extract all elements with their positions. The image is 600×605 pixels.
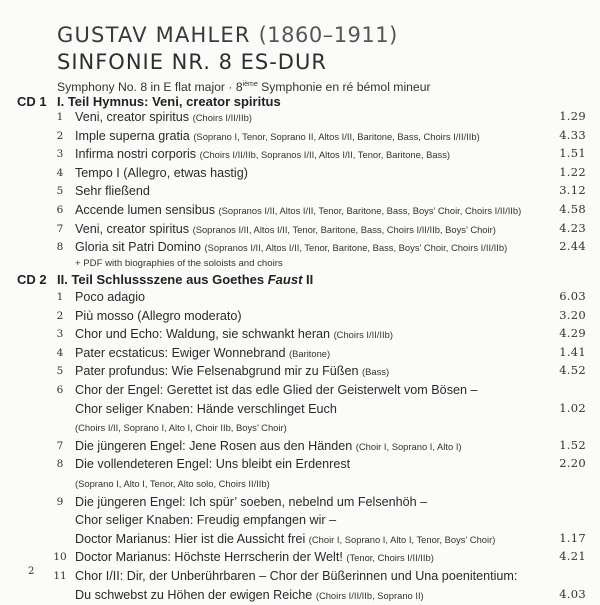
track-title xyxy=(75,201,521,220)
track-row xyxy=(0,362,600,381)
track-title-text: Chor der Engel: Gerettet ist das edle Glied der Geisterwelt vom Bösen – xyxy=(75,382,478,397)
track-number: 1 xyxy=(56,291,64,303)
track-title xyxy=(75,307,242,325)
track-performers: (Choirs I/II, Soprano I, Alto I, Choir IIb, Boys’ Choir) xyxy=(75,422,287,434)
track-title xyxy=(75,325,393,344)
track-number: 7 xyxy=(56,439,64,452)
cd2-label: CD 2 xyxy=(17,272,47,287)
track-number: 8 xyxy=(56,241,64,254)
track-performers: (Tenor, Choirs I/II/IIb) xyxy=(346,552,434,564)
track-performers: (Soprano I, Tenor, Soprano II, Altos I/II, Baritone, Bass, Choirs I/II/IIb) xyxy=(193,130,480,142)
track-title-text: Poco adagio xyxy=(75,290,146,304)
track-duration: 1.52 xyxy=(559,437,586,452)
track-title xyxy=(75,437,462,456)
track-row xyxy=(0,220,600,239)
composer-line xyxy=(57,22,590,48)
track-title xyxy=(75,586,424,605)
track-row xyxy=(0,474,600,493)
track-title xyxy=(75,567,517,585)
track-duration: 4.29 xyxy=(559,326,586,341)
cd2-heading xyxy=(17,272,313,287)
track-title xyxy=(75,418,287,437)
track-title-text: Du schwebst zu Höhen der ewigen Reiche xyxy=(75,587,313,602)
track-performers: (Baritone) xyxy=(288,347,331,359)
track-row xyxy=(0,567,600,586)
track-title-text: Gloria sit Patri Domino xyxy=(75,240,201,255)
track-duration: 1.51 xyxy=(559,146,586,161)
track-duration: 3.20 xyxy=(559,307,586,322)
cd2-title: II. Teil Schlussszene aus Goethes Faust II xyxy=(57,272,314,287)
track-number: 4 xyxy=(56,346,64,359)
track-duration: 1.02 xyxy=(559,400,586,415)
track-row xyxy=(0,164,600,183)
track-row xyxy=(0,437,600,456)
cd1-heading xyxy=(17,94,281,109)
track-number: 5 xyxy=(56,185,64,198)
track-performers: (Choir I, Soprano I, Alto I, Tenor, Boys’ Choir) xyxy=(308,533,496,545)
track-number: 7 xyxy=(56,222,64,235)
track-row xyxy=(0,127,600,146)
track-number: 4 xyxy=(56,166,64,179)
track-title-text: Più mosso (Allegro moderato) xyxy=(75,308,242,323)
track-performers: (Choirs I/II/IIb, Soprano II) xyxy=(315,589,424,601)
composer-name: GUSTAV MAHLER xyxy=(57,23,251,47)
track-duration: 4.23 xyxy=(559,220,586,235)
track-title xyxy=(75,511,336,529)
track-number: 1 xyxy=(56,111,64,123)
track-title-text: Imple superna gratia xyxy=(75,128,190,143)
track-row xyxy=(0,288,600,307)
composer-years: (1860–1911) xyxy=(258,23,398,47)
track-title xyxy=(75,400,337,418)
track-row xyxy=(0,511,600,530)
track-title-text: Veni, creator spiritus xyxy=(75,110,190,124)
work-subtitle: Symphony No. 8 in E flat major · 8ième Symphonie en ré bémol mineur xyxy=(57,80,431,95)
track-title-text: Doctor Marianus: Hier ist die Aussicht frei xyxy=(75,531,306,546)
track-row xyxy=(0,400,600,419)
track-title-text: Chor seliger Knaben: Hände verschlinget Euch xyxy=(75,401,337,416)
track-performers: (Choirs I/II/IIb) xyxy=(333,329,393,341)
cd2-track-list xyxy=(0,288,600,604)
track-performers: (Choir I, Soprano I, Alto I) xyxy=(355,440,462,452)
track-title-text: Pater ecstaticus: Ewiger Wonnebrand xyxy=(75,345,286,360)
track-row xyxy=(0,325,600,344)
track-title-text: Die jüngeren Engel: Jene Rosen aus den Händen xyxy=(75,438,353,453)
track-title-text: Infirma nostri corporis xyxy=(75,147,197,162)
track-duration: 1.41 xyxy=(559,344,586,359)
track-number: 6 xyxy=(56,203,64,216)
track-title xyxy=(75,474,270,493)
track-duration: 6.03 xyxy=(559,289,586,303)
track-performers: (Sopranos I/II, Altos I/II, Tenor, Baritone, Bass, Choirs I/II/IIb, Boys’ Choir) xyxy=(192,223,496,235)
track-duration: 4.33 xyxy=(559,127,586,142)
track-duration: 2.44 xyxy=(559,239,586,254)
track-row xyxy=(0,307,600,326)
track-duration: 4.52 xyxy=(559,363,586,378)
track-row xyxy=(0,108,600,127)
track-number: 3 xyxy=(56,328,64,341)
track-duration: 4.03 xyxy=(559,586,586,601)
track-number: 9 xyxy=(56,495,64,508)
track-duration: 4.21 xyxy=(559,549,586,564)
track-title-text: Sehr fließend xyxy=(75,184,150,199)
track-row xyxy=(0,548,600,567)
track-row xyxy=(0,530,600,549)
track-title xyxy=(75,344,330,363)
track-number: 5 xyxy=(56,365,64,378)
track-title xyxy=(75,530,495,549)
track-performers: (Choirs I/II/IIb) xyxy=(192,112,252,123)
track-title-text: Chor seliger Knaben: Freudig empfangen wir – xyxy=(75,513,337,528)
track-title xyxy=(75,288,145,306)
cd1-label: CD 1 xyxy=(17,94,47,109)
track-number: 2 xyxy=(56,309,64,322)
track-duration: 1.17 xyxy=(559,530,586,545)
booklet-header xyxy=(57,22,590,95)
track-title xyxy=(75,164,248,182)
cd1-track-list xyxy=(0,108,600,257)
track-title-text: Chor und Echo: Waldung, sie schwankt heran xyxy=(75,327,331,342)
track-number: 2 xyxy=(56,129,64,142)
track-performers: (Soprano I, Alto I, Tenor, Alto solo, Choirs II/IIb) xyxy=(75,477,270,489)
track-title xyxy=(75,182,150,200)
track-row xyxy=(0,344,600,363)
track-number: 6 xyxy=(56,383,64,396)
track-duration: 4.58 xyxy=(559,201,586,216)
track-title-text: Doctor Marianus: Höchste Herrscherin der Welt! xyxy=(75,550,343,565)
track-title-text: Pater profundus: Wie Felsenabgrund mir zu Füßen xyxy=(75,364,359,379)
track-row xyxy=(0,418,600,437)
track-row xyxy=(0,455,600,474)
pdf-note: + PDF with biographies of the soloists and choirs xyxy=(75,258,283,269)
track-number: 3 xyxy=(56,148,64,161)
track-performers: (Sopranos I/II, Altos I/II, Tenor, Baritone, Bass, Boys’ Choir, Choirs I/II/IIb) xyxy=(218,204,522,216)
track-title xyxy=(75,362,389,381)
track-title xyxy=(75,381,478,399)
track-duration: 1.22 xyxy=(559,164,586,179)
track-title-text: Die vollendeteren Engel: Uns bleibt ein Erdenrest xyxy=(75,457,351,472)
cd1-title: I. Teil Hymnus: Veni, creator spiritus xyxy=(57,94,281,109)
track-title xyxy=(75,238,507,257)
track-title xyxy=(75,145,450,164)
track-title xyxy=(75,127,480,146)
track-title xyxy=(75,493,427,511)
track-duration: 1.29 xyxy=(559,109,586,123)
track-title-text: Tempo I (Allegro, etwas hastig) xyxy=(75,165,248,180)
track-title-text: Veni, creator spiritus xyxy=(75,221,190,236)
track-row xyxy=(0,238,600,257)
track-row xyxy=(0,182,600,201)
work-title: SINFONIE NR. 8 ES-DUR xyxy=(57,50,327,74)
track-title xyxy=(75,455,350,473)
track-title-text: Chor I/II: Dir, der Unberührbaren – Chor der Büßerinnen und Una poenitentium: xyxy=(75,568,518,583)
track-performers: (Bass) xyxy=(362,366,390,378)
track-title xyxy=(75,220,496,239)
track-title xyxy=(75,108,252,127)
track-number: 11 xyxy=(53,569,67,582)
track-performers: (Sopranos I/II, Altos I/II, Tenor, Baritone, Bass, Boys’ Choir, Choirs I/II/IIb) xyxy=(204,242,508,254)
track-row xyxy=(0,201,600,220)
track-number: 10 xyxy=(53,551,67,564)
page-number: 2 xyxy=(28,566,35,577)
track-duration: 2.20 xyxy=(559,456,586,471)
track-row xyxy=(0,381,600,400)
track-title-text: Accende lumen sensibus xyxy=(75,202,216,217)
track-title xyxy=(75,548,434,567)
track-performers: (Choirs I/II/IIb, Sopranos I/II, Altos I/II, Tenor, Baritone, Bass) xyxy=(199,149,451,161)
track-row xyxy=(0,493,600,512)
track-duration: 3.12 xyxy=(559,183,586,198)
track-title-text: Die jüngeren Engel: Ich spür’ soeben, nebelnd um Felsenhöh – xyxy=(75,494,428,509)
track-row xyxy=(0,145,600,164)
track-number: 8 xyxy=(56,458,64,471)
